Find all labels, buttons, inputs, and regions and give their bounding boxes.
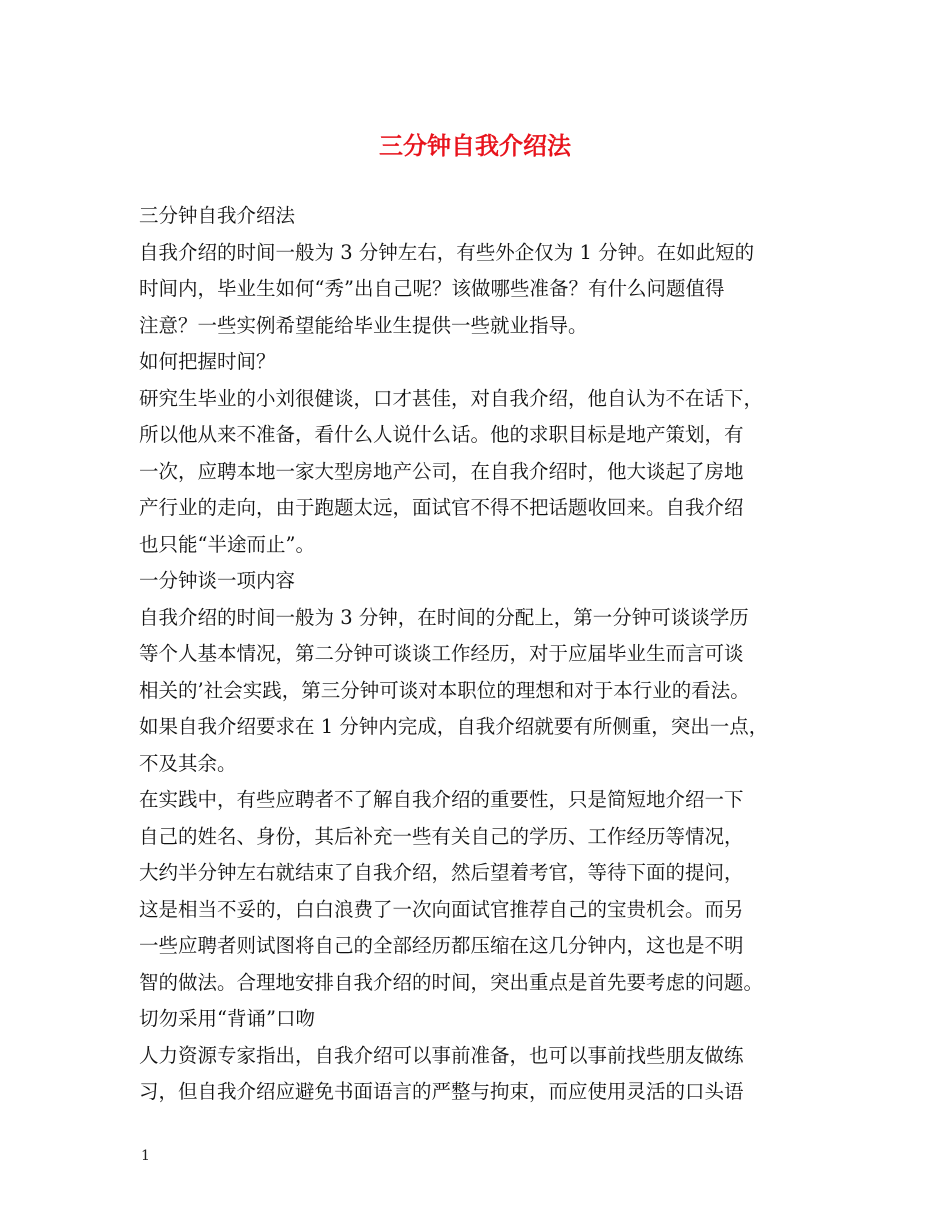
- text-line: 等个人基本情况，第二分钟可谈谈工作经历，对于应届毕业生而言可谈: [139, 642, 744, 665]
- text-line: 如果自我介绍要求在 1 分钟内完成，自我介绍就要有所侧重，突出一点，: [139, 715, 769, 738]
- text-line: 智的做法。合理地安排自我介绍的时间，突出重点是首先要考虑的问题。: [139, 970, 764, 994]
- text-line: 自我介绍的时间一般为 3 分钟左右，有些外企仅为 1 分钟。在如此短的: [139, 240, 755, 264]
- text-line: 不及其余。: [139, 751, 237, 775]
- text-line: 所以他从来不准备，看什么人说什么话。他的求职目标是地产策划，有: [139, 423, 744, 446]
- text-line: 三分钟自我介绍法: [139, 204, 296, 227]
- text-line: 自我介绍的时间一般为 3 分钟，在时间的分配上，第一分钟可谈谈学历: [139, 605, 749, 629]
- text-line: 如何把握时间？: [139, 350, 276, 373]
- text-line: 注意？一些实例希望能给毕业生提供一些就业指导。: [139, 313, 588, 337]
- page-number: 1: [141, 1148, 150, 1164]
- text-line: 也只能“半途而止”。: [139, 532, 315, 556]
- text-line: 习，但自我介绍应避免书面语言的严整与拘束，而应使用灵活的口头语: [139, 1080, 744, 1103]
- text-line: 一次，应聘本地一家大型房地产公司，在自我介绍时，他大谈起了房地: [139, 459, 744, 483]
- document-body: [139, 198, 839, 1111]
- text-line: 一些应聘者则试图将自己的全部经历都压缩在这几分钟内，这也是不明: [139, 934, 744, 957]
- text-line: 产行业的走向，由于跑题太远，面试官不得不把话题收回来。自我介绍: [139, 496, 744, 519]
- text-line: 自己的姓名、身份，其后补充一些有关自己的学历、工作经历等情况，: [139, 824, 744, 848]
- text-line: 研究生毕业的小刘很健谈，口才甚佳，对自我介绍，他自认为不在话下，: [139, 386, 764, 410]
- text-line: 一分钟谈一项内容: [139, 569, 296, 592]
- document-title: 三分钟自我介绍法: [379, 131, 571, 160]
- text-line: 这是相当不妥的，白白浪费了一次向面试官推荐自己的宝贵机会。而另: [139, 897, 744, 921]
- text-line: 相关的’社会实践，第三分钟可谈对本职位的理想和对于本行业的看法。: [139, 678, 750, 702]
- text-line: 切勿采用“背诵”口吻: [139, 1007, 315, 1030]
- text-line: 大约半分钟左右就结束了自我介绍，然后望着考官，等待下面的提问，: [139, 861, 744, 884]
- text-line: 时间内，毕业生如何“秀”出自己呢？该做哪些准备？有什么问题值得: [139, 277, 725, 300]
- text-line: 在实践中，有些应聘者不了解自我介绍的重要性，只是简短地介绍一下: [139, 788, 744, 811]
- text-line: 人力资源专家指出，自我介绍可以事前准备，也可以事前找些朋友做练: [139, 1043, 744, 1067]
